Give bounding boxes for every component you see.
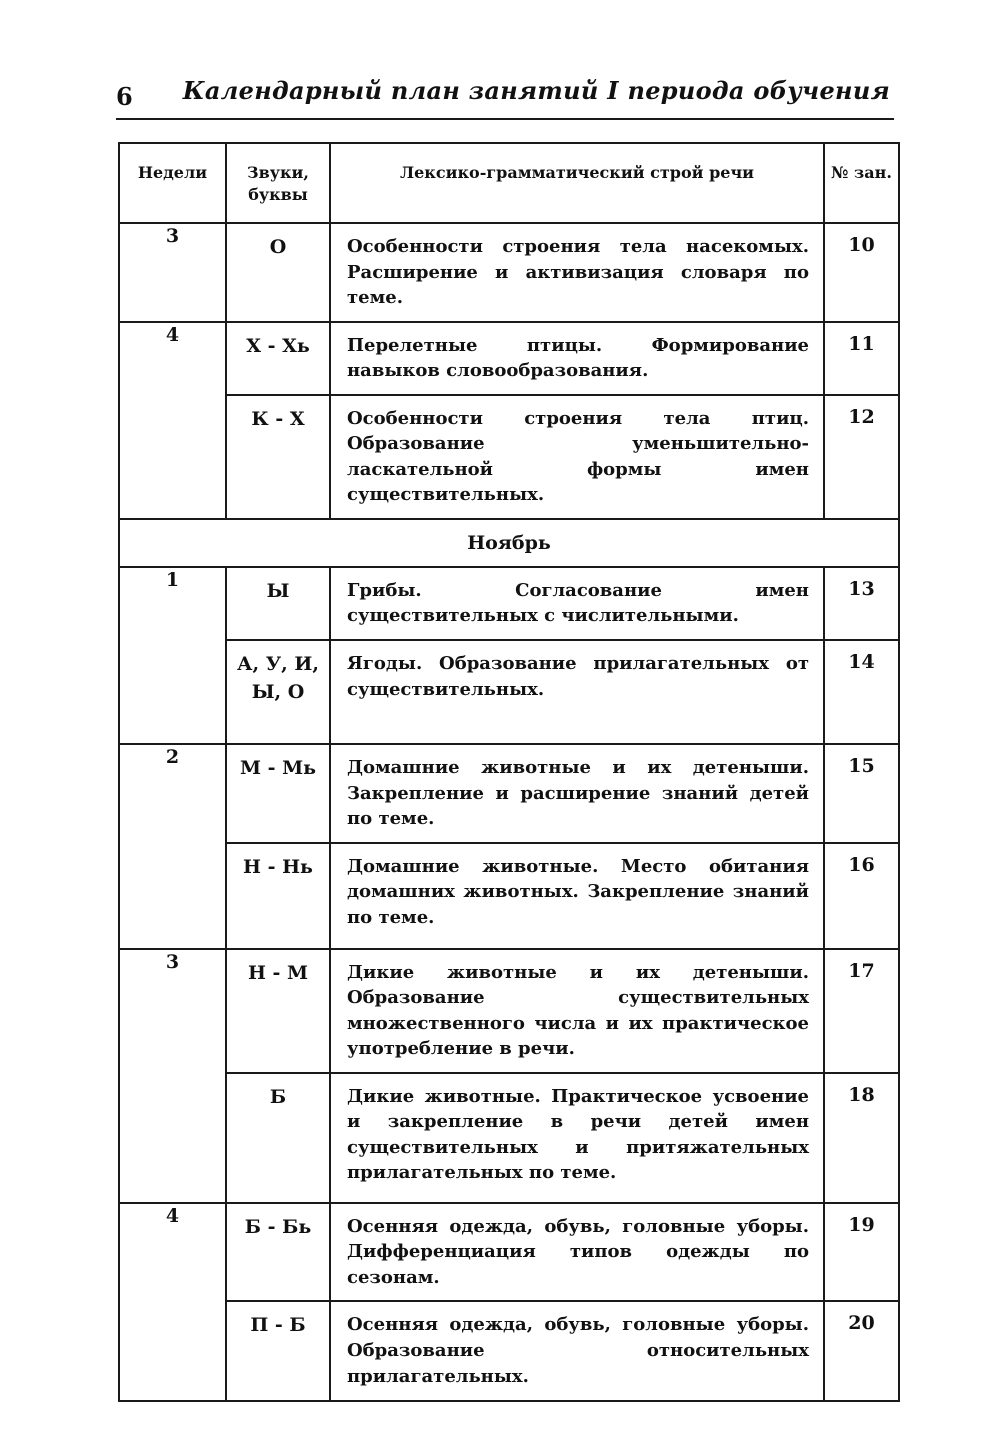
week-cell: 3	[119, 949, 226, 1203]
table-row	[119, 223, 899, 322]
sound-cell: М - Мь	[226, 744, 330, 843]
week-cell: 2	[119, 744, 226, 949]
week-cell: 3	[119, 223, 226, 322]
topic-cell: Домашние животные и их детеныши. Закрепление и расширение знаний детей по теме.	[330, 744, 824, 843]
sound-cell: К - Х	[226, 395, 330, 519]
sound-cell: Н - М	[226, 949, 330, 1073]
running-title: Календарный план занятий I периода обучения	[182, 76, 890, 105]
lesson-number-cell: 13	[824, 567, 899, 640]
lesson-number-cell: 14	[824, 640, 899, 744]
page-header	[116, 72, 894, 120]
lesson-plan-table	[118, 142, 900, 1402]
table-row	[119, 567, 899, 640]
lesson-number-cell: 16	[824, 843, 899, 949]
lesson-number-cell: 19	[824, 1203, 899, 1302]
column-header-weeks: Недели	[119, 143, 226, 223]
column-header-sounds: Звуки, буквы	[226, 143, 330, 223]
topic-cell: Домашние животные. Место обитания домашних животных. Закрепление знаний по теме.	[330, 843, 824, 949]
sound-cell: П - Б	[226, 1301, 330, 1401]
sound-cell: О	[226, 223, 330, 322]
week-cell: 1	[119, 567, 226, 744]
table-row	[119, 322, 899, 395]
column-header-grammar: Лексико-грамматический строй речи	[330, 143, 824, 223]
topic-cell: Перелетные птицы. Формирование навыков словообразования.	[330, 322, 824, 395]
topic-cell: Дикие животные. Практическое усвоение и закрепление в речи детей имен существительных и притяжательных прилагательных по теме.	[330, 1073, 824, 1203]
table-row	[119, 949, 899, 1073]
topic-cell: Ягоды. Образование прилагательных от существительных.	[330, 640, 824, 744]
lesson-number-cell: 11	[824, 322, 899, 395]
sound-cell: Ы	[226, 567, 330, 640]
week-cell: 4	[119, 1203, 226, 1402]
table-row	[119, 1073, 899, 1203]
topic-cell: Дикие животные и их детеныши. Образование существительных множественного числа и их практическое употребление в речи.	[330, 949, 824, 1073]
lesson-number-cell: 18	[824, 1073, 899, 1203]
week-cell: 4	[119, 322, 226, 519]
lesson-number-cell: 17	[824, 949, 899, 1073]
topic-cell: Особенности строения тела насекомых. Расширение и активизация словаря по теме.	[330, 223, 824, 322]
sound-cell: А, У, И, Ы, О	[226, 640, 330, 744]
month-row	[119, 519, 899, 567]
column-header-number: № зан.	[824, 143, 899, 223]
topic-cell: Осенняя одежда, обувь, головные уборы. Дифференциация типов одежды по сезонам.	[330, 1203, 824, 1302]
sound-cell: Х - Хь	[226, 322, 330, 395]
table-row	[119, 744, 899, 843]
sound-cell: Б - Бь	[226, 1203, 330, 1302]
table-row	[119, 1301, 899, 1401]
lesson-number-cell: 20	[824, 1301, 899, 1401]
table-row	[119, 1203, 899, 1302]
month-label: Ноябрь	[119, 519, 899, 567]
table-row	[119, 843, 899, 949]
table-header-row	[119, 143, 899, 223]
lesson-number-cell: 15	[824, 744, 899, 843]
topic-cell: Осенняя одежда, обувь, головные уборы. Образование относительных прилагательных.	[330, 1301, 824, 1401]
page-number: 6	[116, 82, 133, 111]
lesson-number-cell: 10	[824, 223, 899, 322]
topic-cell: Особенности строения тела птиц. Образование уменьшительно-ласкательной формы имен существительных.	[330, 395, 824, 519]
table-row	[119, 640, 899, 744]
sound-cell: Н - Нь	[226, 843, 330, 949]
lesson-number-cell: 12	[824, 395, 899, 519]
sound-cell: Б	[226, 1073, 330, 1203]
table-row	[119, 395, 899, 519]
topic-cell: Грибы. Согласование имен существительных с числительными.	[330, 567, 824, 640]
